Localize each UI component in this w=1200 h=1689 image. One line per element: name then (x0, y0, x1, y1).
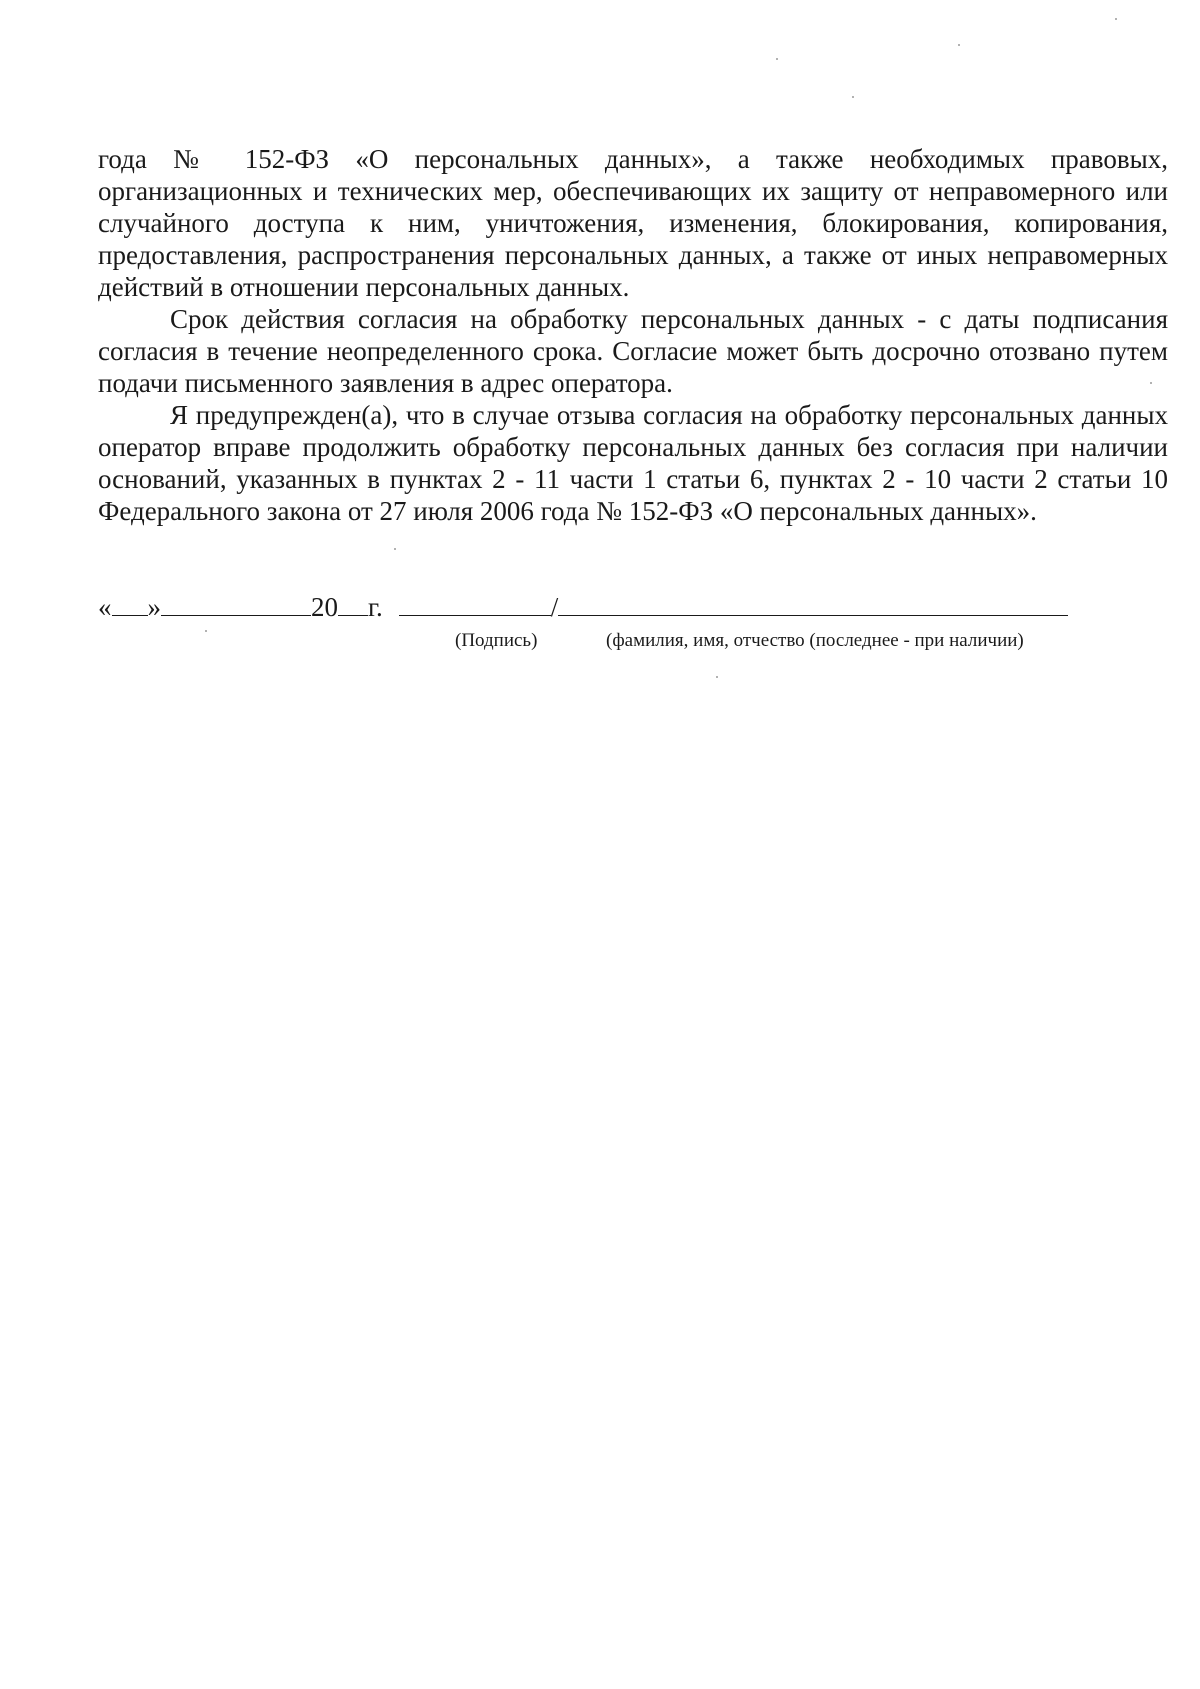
scan-speck (205, 630, 207, 632)
paragraph-consent-term: Срок действия согласия на обработку персональных данных - с даты подписания согласия в течение неопределенного срока. Согласие может быть досрочно отозвано путем подачи письменного заявления в адрес оператора. (98, 304, 1168, 398)
scan-speck (716, 676, 718, 678)
scan-speck (958, 44, 960, 46)
signature-caption: (Подпись) (455, 630, 538, 651)
document-body (98, 143, 1168, 527)
date-close-quote: » (147, 592, 161, 622)
scan-speck (776, 58, 778, 60)
scan-speck (852, 96, 854, 98)
scan-speck (1115, 18, 1117, 20)
scan-speck (1150, 382, 1152, 384)
year-suffix: г. (368, 592, 383, 622)
signature-line (98, 591, 1118, 625)
signature-blank (399, 591, 551, 616)
full-name-blank (558, 591, 1068, 616)
full-name-caption: (фамилия, имя, отчество (последнее - при наличии) (606, 630, 1024, 651)
signature-separator: / (550, 592, 559, 622)
month-blank (161, 591, 311, 616)
paragraph-withdrawal-warning: Я предупрежден(а), что в случае отзыва согласия на обработку персональных данных оператор вправе продолжить обработку персональных данных без согласия при наличии оснований, указанных в пунктах 2 - 11 части 1 статьи 6, пунктах 2 - 10 части 2 статьи 10 Федерального закона от 27 июля 2006 года № 152-ФЗ «О персональных данных». (98, 400, 1168, 526)
date-open-quote: « (98, 592, 112, 622)
year-prefix: 20 (311, 592, 338, 622)
paragraph-continuation: года № 152-ФЗ «О персональных данных», а также необходимых правовых, организационных и технических мер, обеспечивающих их защиту от неправомерного или случайного доступа к ним, уничтожения, изменения, блокирования, копирования, предоставления, распространения персональных данных, а также от иных неправомерных действий в отношении персональных данных. (98, 144, 1168, 302)
day-blank (112, 591, 148, 616)
scan-speck (394, 548, 396, 550)
year-blank (338, 591, 368, 616)
